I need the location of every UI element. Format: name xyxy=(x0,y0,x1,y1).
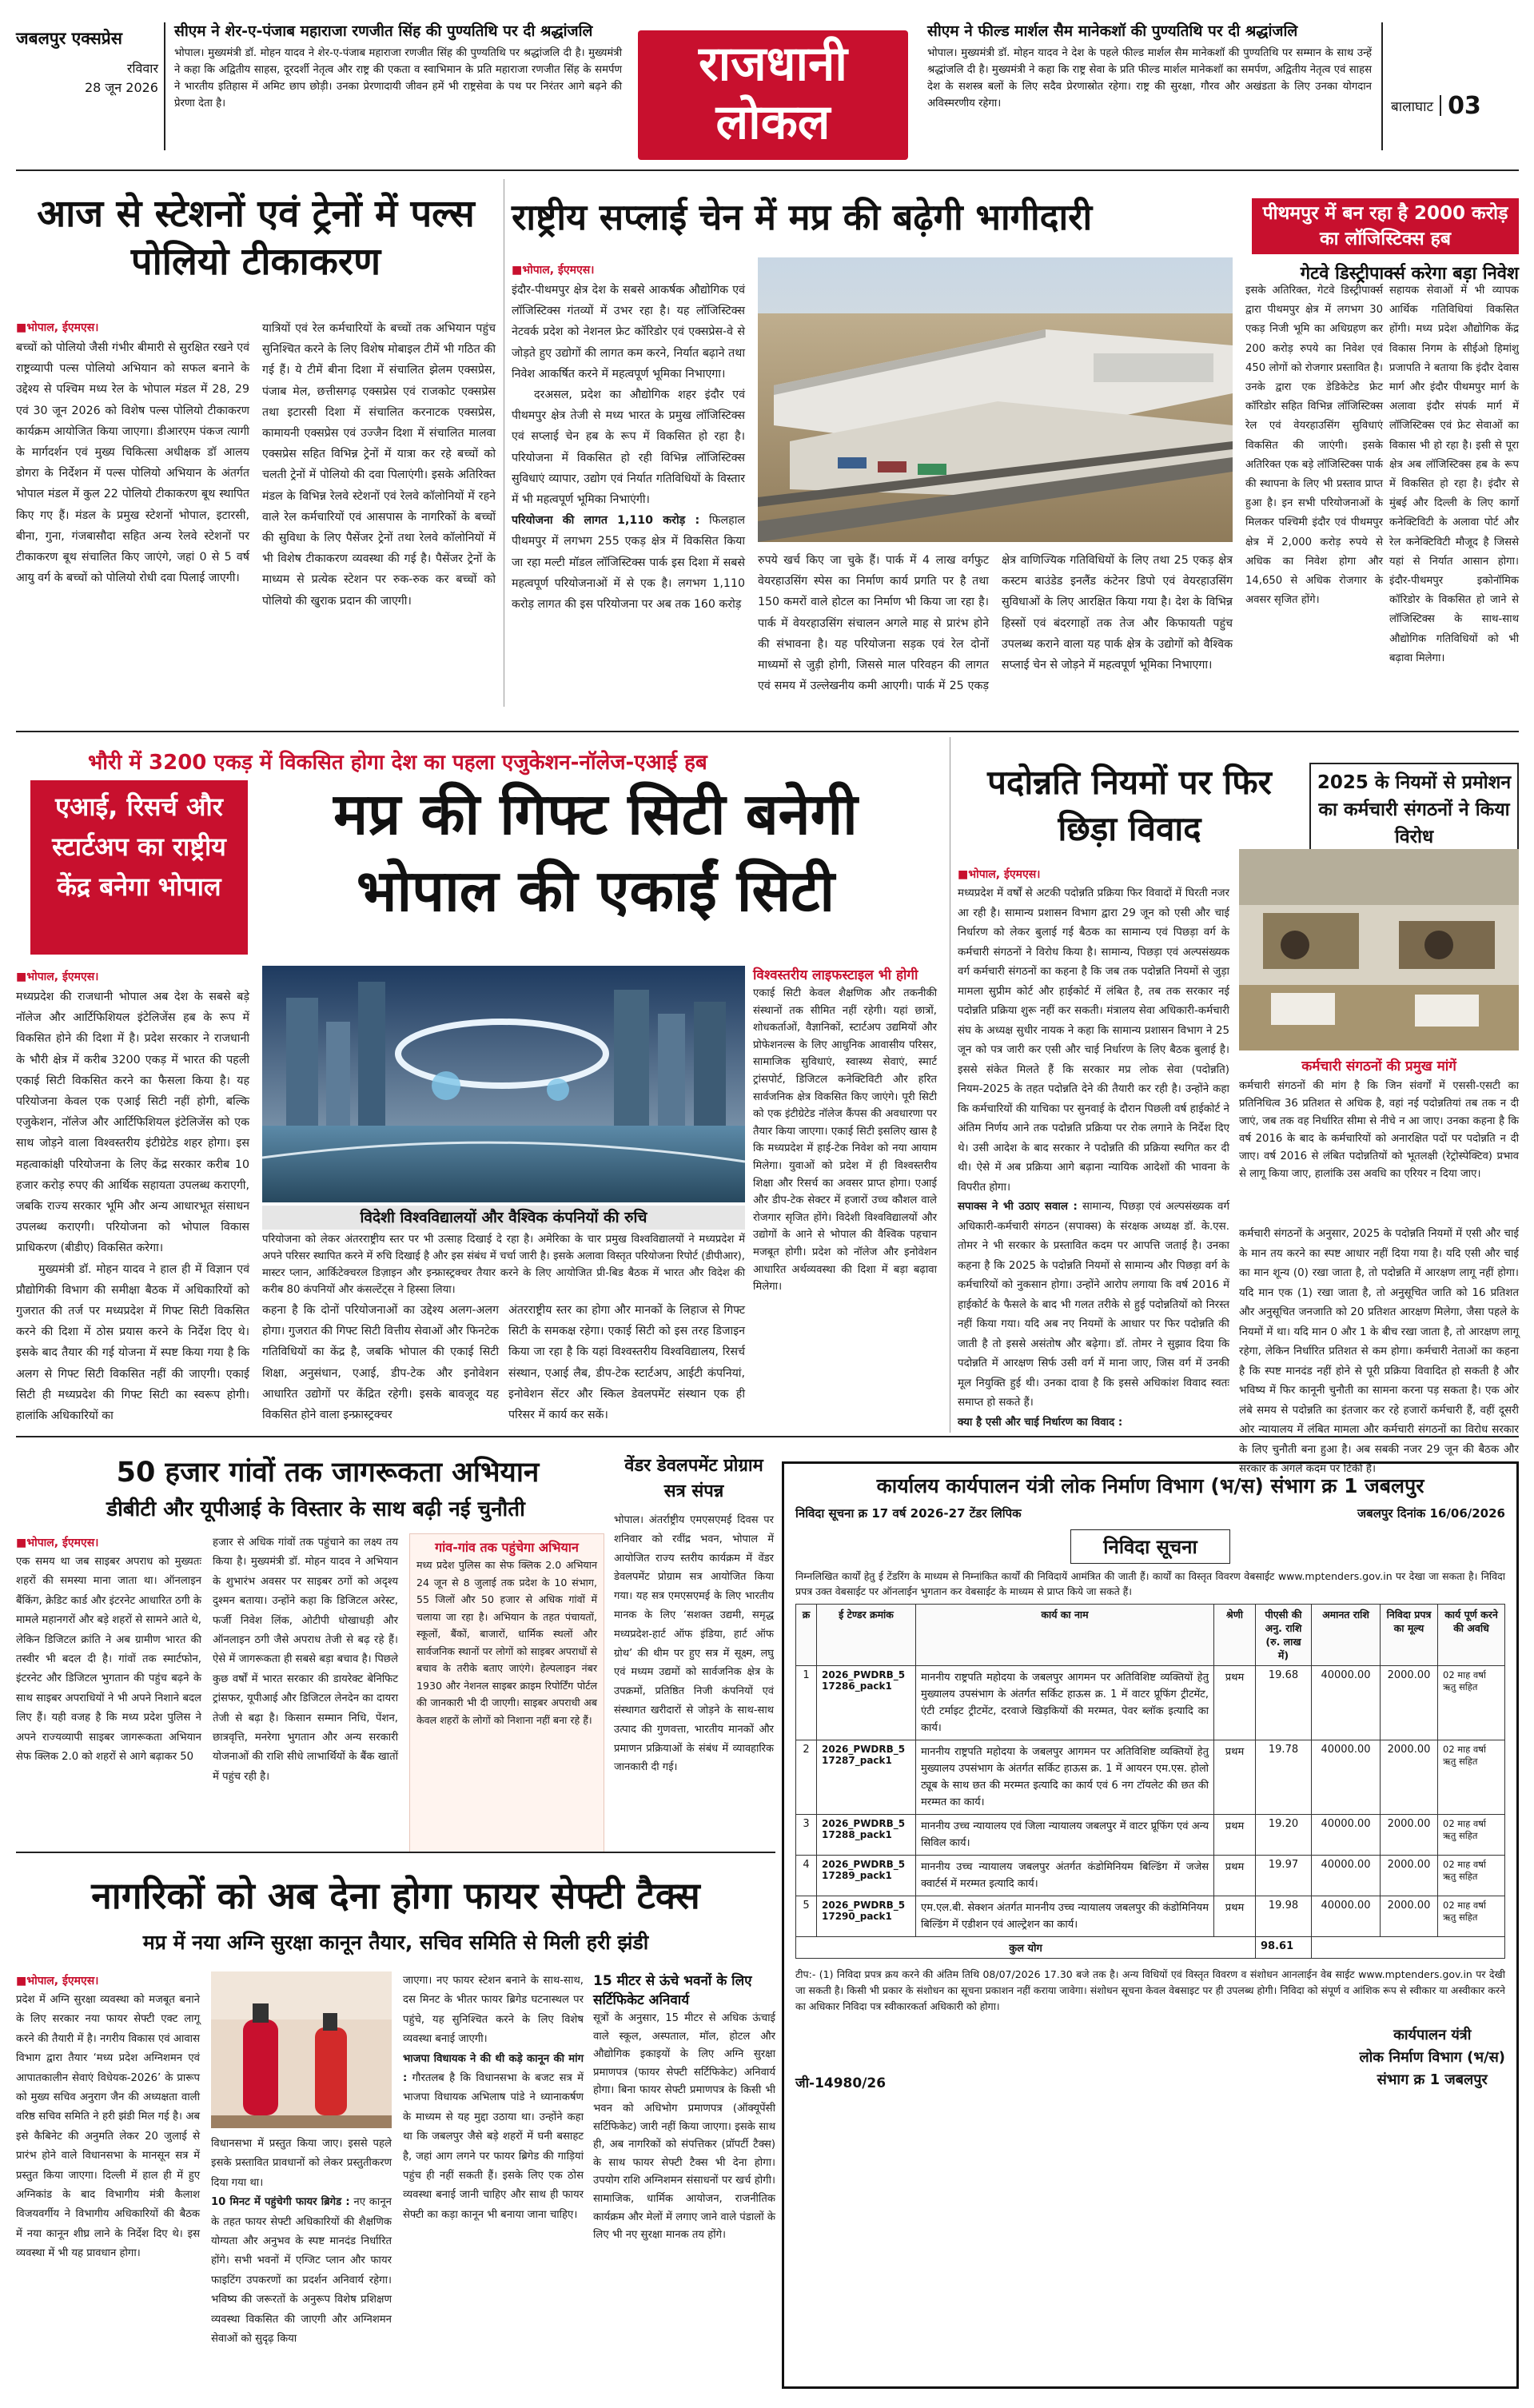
masthead-bottom-rule xyxy=(16,169,1519,171)
supply-text-1c: फिलहाल पीथमपुर में लगभग 255 एकड़ क्षेत्र में विकसित किया जा रहा मल्टी मॉडल लॉजिस्टिक्स पार्क इस दिशा में सबसे महत्वपूर्ण परियोजनाओं में से एक है। लगभग 1,110 करोड़ लागत की इस परियोजना पर अब तक 160 करोड़ xyxy=(512,514,745,612)
promotion-col-2 xyxy=(1239,1225,1519,1480)
tender-cell-category: प्रथम xyxy=(1214,1896,1256,1937)
supply-text-2: रुपये खर्च किए जा चुके हैं। पार्क में 4 लाख वर्गफुट वेयरहाउसिंग स्पेस का निर्माण कार्य प्रगति पर है तथा 150 कमरों वाले होटल का निर्माण भी किया जा रहा है। पार्क में वेयरहाउसिंग संचालन अगले माह से प्रारंभ होने की संभावना है। यह परियोजना सड़क एवं रेल दोनों माध्यमों से जुड़ी होगी, जिससे माल परिवहन की लागत एवं समय में उल्लेखनीय कमी आएगी। पार्क में 25 एकड़ क्षेत्र वाणिज्यिक गतिविधियों के लिए तथा 25 एकड़ क्षेत्र कस्टम बाउंडेड इनलैंड कंटेनर डिपो एवं वेयरहाउसिंग सुविधाओं के लिए आरक्षित किया गया है। देश के विभिन्न हिस्सों एवं बंदरगाहों तक तेज और किफायती पहुंच उपलब्ध कराने वाला यह पार्क क्षेत्र के उद्योगों को वैश्विक सप्लाई चेन से जोड़ने में महत्वपूर्ण भूमिका निभाएगा। xyxy=(758,554,1233,693)
tender-title: कार्यालय कार्यपालन यंत्री लोक निर्माण विभाग (भ/स) संभाग क्र 1 जबलपुर xyxy=(876,1474,1424,1497)
tender-notice-date: जबलपुर दिनांक 16/06/2026 xyxy=(1357,1506,1505,1521)
fire-box-head: 15 मीटर से ऊंचे भवनों के लिए सर्टिफिकेट अनिवार्य xyxy=(593,1973,752,2008)
gift-text-1b: मुख्यमंत्री डॉ. मोहन यादव ने हाल ही में विज्ञान एवं प्रौद्योगिकी विभाग की समीक्षा बैठक में अधिकारियों को गुजरात की तर्ज पर मध्यप्रदेश में गिफ्ट सिटी विकसित करने की दिशा में ठोस प्रयास करने के निर्देश दिए थे। इसके बाद तैयार की गई योजना में स्पष्ट किया गया है कि अलग से गिफ्ट सिटी विकसित नहीं की जाएगी। एकाई सिटी ही मध्यप्रदेश की गिफ्ट सिटी का स्वरूप होगी। हालांकि अधिकारियों का xyxy=(16,1262,249,1423)
tender-cell-category: प्रथम xyxy=(1214,1815,1256,1856)
brief-left xyxy=(174,21,622,157)
page-city: बालाघाट xyxy=(1391,98,1434,115)
polio-text-1: बच्चों को पोलियो जैसी गंभीर बीमारी से सुरक्षित रखने एवं राष्ट्रव्यापी पल्स पोलियो अभियान को सफल बनाने के उद्देश्य से पश्चिम मध्य रेल के भोपाल मंडल में 28, 29 एवं 30 जून 2026 को विशेष पल्स पोलियो टीकाकरण कार्यक्रम आयोजित किया जाएगा। डीआरएम पंकज त्यागी के मार्गदर्शन एवं मुख्य चिकित्सा अधीक्षक डॉ आलय डोगरा के निर्देशन में पल्स पोलियो अभियान के अंतर्गत भोपाल मंडल में कुल 22 पोलियो टीकाकरण बूथ स्थापित किए गए हैं। मंडल के प्रमुख स्टेशनों भोपाल, इटारसी, बीना, गुना, गंजबासौदा सहित अन्य रेलवे स्टेशनों पर टीकाकरण बूथ संचालित किए जाएंगे, जहां 0 से 5 वर्ष आयु वर्ग के बच्चों को पोलियो रोधी दवा पिलाई जाएगी। xyxy=(16,341,249,585)
tender-total-row xyxy=(796,1937,1505,1959)
fire-dateline: ■ भोपाल, ईएमएस। xyxy=(16,1971,200,1991)
tender-col-id: ई टेण्डर क्रमांक xyxy=(817,1605,916,1666)
fire-text-3b: गौरतलब है कि विधानसभा के बजट सत्र में भाजपा विधायक अभिलाष पांडे ने ध्यानाकर्षण के माध्यम से यह मुद्दा उठाया था। उन्होंने कहा था कि जबलपुर जैसे बड़े शहरों में घनी बसाहट है, जहां आग लगने पर फायर ब्रिगेड की गाड़ियां पहुंच ही नहीं सकती हैं। इसके लिए एक ठोस व्यवस्था बनाई जानी चाहिए और साथ ही फायर सेफ्टी का कड़ा कानून भी बनाया जाना चाहिए। xyxy=(403,2072,584,2221)
paper-name: जबलपुर एक्सप्रेस xyxy=(16,29,122,48)
tender-notice-no: निविदा सूचना क्र 17 वर्ष 2026-27 टेंडर लिपिक xyxy=(795,1506,1022,1521)
polio-col-1 xyxy=(16,318,249,588)
vendor-text: भोपाल। अंतर्राष्ट्रीय एमएसएमई दिवस पर शनिवार को रवींद्र भवन, भोपाल में आयोजित राज्य स्तरीय कार्यक्रम में वेंडर डेवलपमेंट प्रोग्राम सत्र आयोजित किया गया। यह सत्र एमएसएमई के लिए भारतीय मानक के लिए ‘सशक्त उद्यमी, समृद्ध मध्यप्रदेश-हार्ट ऑफ इंडिया, हार्ट ऑफ ग्रोथ’ की थीम पर हुए सत्र में सूक्ष्म, लघु एवं मध्यम उद्यमों को सार्वजनिक क्षेत्र के उपक्रमों, प्रतिष्ठित निजी कंपनियों एवं संस्थागत खरीदारों से जोड़ने के साथ-साथ उत्पाद की गुणवत्ता, भारतीय मानकों और प्रमाणन प्रक्रियाओं के संबंध में व्यावहारिक जानकारी दी गई। xyxy=(614,1514,774,1774)
fire-text-2b-wrap xyxy=(211,2193,392,2349)
page-meta xyxy=(1391,90,1527,122)
awareness-text-1: एक समय था जब साइबर अपराध को मुख्यतः शहरों की समस्या माना जाता था। ऑनलाइन बैंकिंग, क्रेडिट कार्ड और इंटरनेट आधारित ठगी के मामले महानगरों और बड़े शहरों से सामने आते थे, लेकिन डिजिटल क्रांति ने अब ग्रामीण भारत की तस्वीर भी बदल दी है। गांवों तक स्मार्टफोन, इंटरनेट और डिजिटल भुगतान की पहुंच बढ़ने के साथ साइबर अपराधियों ने भी अपने निशाने बदल लिए हैं। यही वजह है कि मध्य प्रदेश पुलिस ने अपने राज्यव्यापी साइबर जागरूकता अभियान सेफ क्लिक 2.0 को शहरों से आगे बढ़ाकर 50 xyxy=(16,1556,201,1764)
supply-text-3: इसके अतिरिक्त, गेटवे डिस्ट्रीपार्क्स द्वारा पीथमपुर क्षेत्र में लगभग 30 एकड़ निजी भूमि का अधिग्रहण कर 200 करोड़ रुपये का निवेश एवं 450 लोगों को रोजगार प्रस्तावित है। उनके द्वारा एक डेडिकेटेड फ्रेट कॉरिडोर सहित विभिन्न लॉजिस्टिक्स रेल एवं वेयरहाउसिंग सुविधाएं विकसित की जाएंगी। इसके अतिरिक्त एक बड़े लॉजिस्टिक्स पार्क की स्थापना के लिए भी प्रस्ताव प्राप्त हुआ है। इन सभी परियोजनाओं के मिलकर पश्चिमी इंदौर एवं पीथमपुर क्षेत्र में 2,000 करोड़ रुपये से अधिक का निवेश होगा और 14,650 से अधिक रोजगार के अवसर सृजित होंगे। xyxy=(1245,285,1383,607)
fire-text-1: प्रदेश में अग्नि सुरक्षा व्यवस्था को मजबूत बनाने के लिए सरकार नया फायर सेफ्टी एक्ट लागू करने की तैयारी में है। नगरीय विकास एवं आवास विभाग द्वारा तैयार ‘मध्य प्रदेश अग्निशमन एवं आपातकालीन सेवाएं विधेयक-2026’ के प्रारूप को मुख्य सचिव अनुराग जैन की अध्यक्षता वाली वरिष्ठ सचिव समिति ने हरी झंडी मिल गई है। अब इसे कैबिनेट की अनुमति लेकर 20 जुलाई से प्रारंभ होने वाले विधानसभा के मानसून सत्र में प्रस्तुत किया जाएगा। दिल्ली में हाल ही में हुए अग्निकांड के बाद विभागीय मंत्री कैलाश विजयवर्गीय ने विभागीय अधिकारियों की बैठक में नया कानून शीघ्र लाने के निर्देश दिए थे। इस व्यवस्था में भी यह प्रावधान होगा। xyxy=(16,1994,200,2260)
tender-heading: निविदा सूचना xyxy=(1070,1529,1230,1564)
tender-total-blank xyxy=(1312,1937,1505,1959)
polio-headline: आज से स्टेशनों एवं ट्रेनों में पल्स पोलियो टीकाकरण xyxy=(37,192,475,284)
supply-text-1: इंदौर-पीथमपुर क्षेत्र देश के सबसे आकर्षक औद्योगिक एवं लॉजिस्टिक्स गंतव्यों में उभर रहा है। यह लॉजिस्टिक्स नेटवर्क प्रदेश को नेशनल फ्रेट कॉरिडोर एवं एक्सप्रेस-वे से जोड़ते हुए उद्योगों की लागत कम करने, निर्यात बढ़ाने तथा निवेश आकर्षित करने में महत्वपूर्ण भूमिका निभाएगा। xyxy=(512,284,745,381)
tender-cell-sr: 3 xyxy=(796,1815,817,1856)
tender-cell-amount: 19.97 xyxy=(1256,1856,1312,1896)
awareness-box-head: गांव-गांव तक पहुंचेगा अभियान xyxy=(435,1540,579,1555)
tender-cell-period: 02 माह वर्षा ऋतु सहित xyxy=(1438,1740,1505,1815)
tender-sign-1: कार्यपालन यंत्री xyxy=(1393,2027,1472,2043)
tender-col-amount: पीएसी की अनु. राशि (रु. लाख में) xyxy=(1256,1605,1312,1666)
gift-kicker: भौरी में 3200 एकड़ में विकसित होगा देश का पहला एजुकेशन-नॉलेज-एआई हब xyxy=(88,751,707,775)
gift-box-head: विश्वस्तरीय लाइफस्टाइल भी होगी xyxy=(753,967,918,983)
tender-cell-id: 2026_PWDRB_5 17287_pack1 xyxy=(817,1740,916,1815)
ai-city-illustration xyxy=(262,966,745,1202)
supply-col-4 xyxy=(1389,281,1519,668)
tender-col-fee: निविदा प्रपत्र का मूल्य xyxy=(1381,1605,1438,1666)
polio-col-2 xyxy=(262,318,496,612)
brief-left-title: सीएम ने शेर-ए-पंजाब महाराजा रणजीत सिंह की पुण्यतिथि पर दी श्रद्धांजलि xyxy=(174,22,593,40)
brief-right xyxy=(927,21,1372,157)
tender-cell-amount: 19.78 xyxy=(1256,1740,1312,1815)
tender-ref: जी-14980/26 xyxy=(795,2075,887,2091)
tender-cell-period: 02 माह वर्षा ऋतु सहित xyxy=(1438,1815,1505,1856)
issue-day: रविवार xyxy=(126,61,158,76)
tender-cell-category: प्रथम xyxy=(1214,1740,1256,1815)
promotion-col-1 xyxy=(958,865,1229,1433)
section-title-box xyxy=(638,30,908,160)
gift-text-1: मध्यप्रदेश की राजधानी भोपाल अब देश के सबसे बड़े नॉलेज और आर्टिफिशियल इंटेलिजेंस हब के रूप में विकसित होने की दिशा में है। प्रदेश सरकार ने राजधानी के भौरी क्षेत्र में करीब 3200 एकड़ में भारत की पहली एकाई सिटी विकसित करने का फैसला किया है। यह परियोजना केवल एक एआई सिटी नहीं होगी, बल्कि एजुकेशन, नॉलेज और आर्टिफिशियल इंटेलिजेंस को एक साथ जोड़ने वाला विश्वस्तरीय इंटीग्रेटेड शहर होगा। इस महत्वाकांक्षी परियोजना के लिए केंद्र सरकार करीब 10 हजार करोड़ रुपए की आर्थिक सहायता उपलब्ध कराएगी, जबकि राज्य सरकार भूमि और अन्य आधारभूत संसाधन उपलब्ध कराएगी। परियोजना को भोपाल विकास प्राधिकरण (बीडीए) विकसित करेगा। xyxy=(16,991,249,1255)
tender-col-category: श्रेणी xyxy=(1214,1605,1256,1666)
fire-text-2: विधानसभा में प्रस्तुत किया जाए। इससे पहले इसके प्रस्तावित प्रावधानों को लेकर प्रस्तुतीकरण दिया गया था। xyxy=(211,2138,392,2189)
gift-col-3 xyxy=(508,1300,745,1425)
tender-cell-emd: 40000.00 xyxy=(1312,1666,1381,1740)
supply-col-2 xyxy=(758,550,1233,696)
awareness-dateline: ■ भोपाल, ईएमएस। xyxy=(16,1533,201,1553)
tender-row xyxy=(796,1896,1505,1937)
tender-cell-fee: 2000.00 xyxy=(1381,1740,1438,1815)
gift-box-text: एकाई सिटी केवल शैक्षणिक और तकनीकी संस्थानों तक सीमित नहीं रहेगी। यहां छात्रों, शोधकर्ताओं, वैज्ञानिकों, स्टार्टअप उद्यमियों और प्रोफेशनल्स के लिए आधुनिक आवासीय परिसर, सामाजिक सुविधाएं, स्वास्थ्य सेवाएं, स्मार्ट ट्रांसपोर्ट, डिजिटल कनेक्टिविटी और हरित सार्वजनिक क्षेत्र विकसित किए जाएंगे। पूरी सिटी को एक इंटीग्रेटेड नॉलेज कैंपस की अवधारणा पर तैयार किया जाएगा। एकाई सिटी इसलिए खास है कि मध्यप्रदेश में हाई-टेक निवेश को नया आयाम मिलेगा। युवाओं को प्रदेश में ही विश्वस्तरीय शिक्षा और रिसर्च का अवसर प्राप्त होगा। एआई और डीप-टेक सेक्टर में हजारों उच्च कौशल वाले रोजगार सृजित होंगे। विदेशी विश्वविद्यालयों और उद्योगों के आने से भोपाल की वैश्विक पहचान मजबूत होगी। प्रदेश को नॉलेज और इनोवेशन आधारित अर्थव्यवस्था की दिशा में बड़ा बढ़ावा मिलेगा। xyxy=(753,987,937,1294)
tender-cell-work: माननीय उच्च न्यायालय एवं जिला न्यायालय जबलपुर में वाटर प्रूफिंग एवं अन्य सिविल कार्य। xyxy=(916,1815,1214,1856)
tender-cell-emd: 40000.00 xyxy=(1312,1740,1381,1815)
page-separator xyxy=(1440,95,1441,116)
tender-cell-period: 02 माह वर्षा ऋतु सहित xyxy=(1438,1856,1505,1896)
tender-total-label: कुल योग xyxy=(796,1937,1256,1959)
tender-notice xyxy=(782,1461,1519,2389)
gift-headline-2: भोपाल की एकाईं सिटी xyxy=(356,857,835,924)
supply-col-3 xyxy=(1245,281,1383,610)
tender-cell-work: माननीय उच्च न्यायालय जबलपुर अंतर्गत कंडोमिनियम बिल्डिंग में जजेस क्वार्टर्स में मरम्मत इत्यादि कार्य। xyxy=(916,1856,1214,1896)
gift-text-3: अंतरराष्ट्रीय स्तर का होगा और मानकों के लिहाज से गिफ्ट सिटी के समकक्ष रहेगा। एकाई सिटी को इस तरह डिजाइन किया जा रहा है कि यहां विश्वस्तरीय विश्वविद्यालय, रिसर्च संस्थान, एआई लैब, डीप-टेक स्टार्टअप, आईटी कंपनियां, इनोवेशन सेंटर और स्किल डेवलपमेंट संस्थान एक ही परिसर में कार्य कर सकें। xyxy=(508,1304,745,1422)
tender-cell-id: 2026_PWDRB_5 17289_pack1 xyxy=(817,1856,916,1896)
promotion-kya-label: क्या है एसी और चाई निर्धारण का विवाद : xyxy=(958,1416,1123,1429)
logistics-park-illustration xyxy=(758,257,1233,542)
promotion-demand-box xyxy=(1239,1055,1519,1183)
tender-cell-work: माननीय राष्ट्रपति महोदया के जबलपुर आगमन पर अतिविशिष्ट व्यक्तियों हेतु मुख्यालय उपसंभाग के अंतर्गत सर्किट हाऊस क्र. 1 में वाटर प्रूफिंग ट्रीटमेंट, एंटी टर्माइट ट्रीटमेंट, दरवाजे खिड़कियों की मरम्मत, पेवर ब्लॉक इत्यादि का कार्य। xyxy=(916,1666,1214,1740)
office-illustration xyxy=(1239,849,1519,1051)
tender-cell-fee: 2000.00 xyxy=(1381,1815,1438,1856)
tender-cell-emd: 40000.00 xyxy=(1312,1896,1381,1937)
story-vendor xyxy=(614,1439,774,1855)
tender-footer xyxy=(795,2024,1505,2091)
promotion-text-1b: सामान्य, पिछड़ा एवं अल्पसंख्यक वर्ग अधिकारी-कर्मचारी संगठन (सपाक्स) के संरक्षक अध्यक्ष डॉ. के.एस. तोमर ने भी सरकार के प्रस्तावित कदम पर आपत्ति जताई है। उनका कहना है कि 2025 के पदोन्नति नियमों से सामान्य और पिछड़ा वर्ग के कर्मचारियों को नुकसान होगा। उन्होंने आरोप लगाया कि वर्ष 2016 में हाईकोर्ट के फैसले के बाद भी गलत तरीके से हुई पदोन्नतियों को निरस्त नहीं किया गया। यदि अब नए नियमों के आधार पर फिर पदोन्नति की जाती है तो इससे असंतोष और बढ़ेगा। डॉ. तोमर ने सुझाव दिया कि पदोन्नति में आरक्षण सिर्फ उसी वर्ग में माना जाए, जिस वर्ग में उनकी मूल नियुक्ति हुई थी। उनका दावा है कि इससे अधिकांश विवाद स्वतः समाप्त हो सकते हैं। xyxy=(958,1201,1230,1409)
tender-cell-id: 2026_PWDRB_5 17288_pack1 xyxy=(817,1815,916,1856)
tender-cell-period: 02 माह वर्षा ऋतु सहित xyxy=(1438,1666,1505,1740)
tender-table xyxy=(795,1604,1505,1959)
masthead-divider-left xyxy=(164,22,165,150)
tender-cell-sr: 2 xyxy=(796,1740,817,1815)
supply-text-4: सहायक सेवाओं में भी व्यापक आर्थिक गतिविधियां विकसित होंगी। मध्य प्रदेश औद्योगिक केंद्र विकास निगम के सीईओ हिमांशु प्रजापति ने बताया कि इंदौर देवास मार्ग और इंदौर पीथमपुर मार्ग के अलावा इंदौर संपर्क मार्ग में लॉजिस्टिक्स एवं फ्रेट सेवाओं का विकास भी हो रहा है। इसी से पूरा क्षेत्र अब लॉजिस्टिक्स हब के रूप में विकसित हो रहा है। इंदौर से मुंबई और दिल्ली के लिए कार्गो कनेक्टिविटी के अलावा पोर्ट और रेल कनेक्टिविटी मौजूद है जिससे यहां से निर्यात आसान होगा। इंदौर-पीथमपुर इकोनॉमिक कॉरिडोर के विकसित हो जाने से लॉजिस्टिक्स के साथ-साथ औद्योगिक गतिविधियों को भी बढ़ावा मिलेगा। xyxy=(1389,285,1519,664)
tender-row xyxy=(796,1815,1505,1856)
tender-cell-amount: 19.68 xyxy=(1256,1666,1312,1740)
supply-cost-label: परियोजना की लागत 1,110 करोड़ : xyxy=(512,514,700,528)
rule-fire xyxy=(16,1852,775,1853)
tender-meta-row xyxy=(795,1505,1505,1521)
gift-text-2: कहना है कि दोनों परियोजनाओं का उद्देश्य अलग-अलग होगा। गुजरात की गिफ्ट सिटी वित्तीय सेवाओं और फिनटेक गतिविधियों का केंद्र है, जबकि भोपाल की एकाई सिटी शिक्षा, अनुसंधान, एआई, डीप-टेक और इनोवेशन आधारित उद्योगों पर केंद्रित रहेगी। इसके बावजूद यह विकसित होने वाला इन्फ्रास्ट्रक्चर xyxy=(262,1304,499,1422)
tender-sign-2: लोक निर्माण विभाग (भ/स) xyxy=(1359,2049,1505,2066)
fire-text-3b-wrap xyxy=(403,2050,584,2226)
rule-row3 xyxy=(16,1436,1519,1437)
fire-box-text: सूत्रों के अनुसार, 15 मीटर से अधिक ऊंचाई वाले स्कूल, अस्पताल, मॉल, होटल और औद्योगिक इकाइयों के लिए अग्नि सुरक्षा प्रमाणपत्र (फायर सेफ्टी सर्टिफिकेट) अनिवार्य होगा। बिना फायर सेफ्टी प्रमाणपत्र के किसी भी भवन को अधिभोग प्रमाणपत्र (ऑक्यूपेंसी सर्टिफिकेट) जारी नहीं किया जाएगा। इसके साथ ही, अब नागरिकों को संपत्तिकर (प्रॉपर्टी टैक्स) के साथ फायर सेफ्टी टैक्स भी देना होगा। उपयोग राशि अग्निशमन संसाधनों पर खर्च होगी। सामाजिक, धार्मिक आयोजन, राजनीतिक कार्यक्रम और मेलों में लगाए जाने वाले पंडालों के लिए भी नए सुरक्षा मानक तय होंगे। xyxy=(593,2012,775,2242)
fire-subhead: मप्र में नया अग्नि सुरक्षा कानून तैयार, सचिव समिति से मिली हरी झंडी xyxy=(142,1931,649,1954)
tender-body xyxy=(796,1666,1505,1937)
promotion-demand-title: कर्मचारी संगठनों की प्रमुख मांगें xyxy=(1239,1055,1519,1078)
fire-sub-3: भाजपा विधायक ने की थी कड़े कानून की मांग : xyxy=(403,2052,584,2085)
tender-cell-category: प्रथम xyxy=(1214,1856,1256,1896)
promotion-demand-text: कर्मचारी संगठनों की मांग है कि जिन संवर्गों में एससी-एसटी का प्रतिनिधित्व 36 प्रतिशत से अधिक है, वहां नई पदोन्नतियां तब तक न दी जाएं, जब तक वह निर्धारित सीमा से नीचे न आ जाए। उनका कहना है कि वर्ष 2016 के बाद के कर्मचारियों को अनारक्षित पदों पर पदोन्नति न दी जाए। वर्ष 2016 से लंबित पदोन्नतियों को भूतलक्षी (रेट्रोस्पेक्टिव) प्रभाव से लागू किया जाए, हालांकि उस अवधि का एरियर न दिया जाए। xyxy=(1239,1080,1519,1180)
gift-side-head: एआई, रिसर्च और स्टार्टअप का राष्ट्रीय केंद्र बनेगा भोपाल xyxy=(30,780,248,955)
tender-intro: निम्नलिखित कार्यों हेतु ई टेंडरिंग के माध्यम से निम्नांकित कार्यों की निविदायें आमंत्रित की जाती हैं। कार्यों का विस्तृत विवरण वेबसाईट www.mptenders.gov.in पर देखा जा सकता है। निविदा प्रपत्र उक्त वेबसाईट पर ऑनलाईन भुगतान कर वेबसाईट के माध्यम से प्राप्त किये जा सकते हैं। xyxy=(795,1570,1505,1597)
supply-kicker: पीथमपुर में बन रहा है 2000 करोड़ का लॉजिस्टिक्स हब xyxy=(1252,198,1519,254)
tender-cell-id: 2026_PWDRB_5 17286_pack1 xyxy=(817,1666,916,1740)
fire-text-2b: नए कानून के तहत फायर सेफ्टी अधिकारियों की शैक्षणिक योग्यता और अनुभव के स्पष्ट मानदंड निर्धारित होंगे। सभी भवनों में एग्जिट प्लान और फायर फाइटिंग उपकरणों का प्रदर्शन अनिवार्य रहेगा। भविष्य की जरूरतों के अनुरूप विशेष प्रशिक्षण व्यवस्था विकसित की जाएगी और अग्निशमन सेवाओं को सुदृढ़ किया xyxy=(211,2196,392,2346)
tender-col-period: कार्य पूर्ण करने की अवधि xyxy=(1438,1605,1505,1666)
paper-name-block xyxy=(16,27,158,147)
tender-col-work: कार्य का नाम xyxy=(916,1605,1214,1666)
story-awareness xyxy=(16,1439,608,1855)
tender-row xyxy=(796,1856,1505,1896)
issue-date: 28 जून 2026 xyxy=(84,80,158,95)
tender-sign-3: संभाग क्र 1 जबलपुर xyxy=(1377,2071,1488,2088)
fire-headline: नागरिकों को अब देना होगा फायर सेफ्टी टैक्स xyxy=(91,1874,700,1917)
gift-lifestyle-box xyxy=(753,966,937,1294)
tender-cell-work: एम.एल.बी. सेक्शन अंतर्गत माननीय उच्च न्यायालय जबलपुर की कंडोमिनियम बिल्डिंग में एडीशन एवं आल्ट्रेशन का कार्य। xyxy=(916,1896,1214,1937)
polio-text-2: यात्रियों एवं रेल कर्मचारियों के बच्चों तक अभियान पहुंच सुनिश्चित करने के लिए विशेष मोबाइल टीमें भी गठित की गई हैं। ये टीमें बीना दिशा में संचालित झेलम एक्सप्रेस, पंजाब मेल, छत्तीसगढ़ एक्सप्रेस एवं राजकोट एक्सप्रेस तथा इटारसी दिशा में संचालित करनाटक एक्सप्रेस, कामायनी एक्सप्रेस एवं उज्जैन दिशा में संचालित मालवा एक्सप्रेस सहित विभिन्न ट्रेनों में यात्रा कर रहे बच्चों को चलती ट्रेनों में पोलियो की दवा पिलाएंगी। इसके अतिरिक्त मंडल के विभिन्न रेलवे स्टेशनों एवं रेलवे कॉलोनियों में रहने वाले रेल कर्मचारियों एवं आसपास के नागरिकों के बच्चों की सुविधा के लिए पैसेंजर ट्रेनों तथा रेलवे कॉलोनियों में भी विशेष टीकाकरण व्यवस्था की गई है। पैसेंजर ट्रेनों के माध्यम से प्रत्येक स्टेशन पर रुक-रुक कर बच्चों को पोलियो की खुराक प्रदान की जाएगी। xyxy=(262,322,496,608)
logistics-park-photo xyxy=(758,257,1233,542)
gift-col-1 xyxy=(16,967,249,1426)
tender-header-row xyxy=(796,1605,1505,1666)
supply-dateline: ■ भोपाल, ईएमएस। xyxy=(512,261,745,280)
tender-cell-id: 2026_PWDRB_5 17290_pack1 xyxy=(817,1896,916,1937)
awareness-box xyxy=(409,1533,604,1853)
tender-col-emd: अमानत राशि xyxy=(1312,1605,1381,1666)
tender-row xyxy=(796,1666,1505,1740)
fire-extinguisher-illustration xyxy=(211,1971,392,2128)
promotion-text-2: कर्मचारी संगठनों के अनुसार, 2025 के पदोन्नति नियमों में एसी और चाई के मान तय करने का स्पष्ट आधार नहीं दिया गया है। यदि एसी और चाई का मान शून्य (0) रखा जाता है, तो पदोन्नति में आरक्षण लागू नहीं होगा। यदि मान एक (1) रखा जाता है, तो अनुसूचित जाति को 16 प्रतिशत और अनुसूचित जनजाति को 20 प्रतिशत आरक्षण मिलेगा, जैसा पहले के नियमों में था। यदि मान 0 और 1 के बीच रखा जाता है, तो आरक्षण लागू रहेगा, लेकिन निर्धारित प्रतिशत से कम होगा। कर्मचारी नेताओं का कहना है कि स्पष्ट मानदंड नहीं होने से पूरी प्रक्रिया विवादित हो सकती है और भविष्य में फिर कानूनी चुनौती का सामना करना पड़ सकता है। एक ओर लंबे समय से पदोन्नति का इंतजार कर रहे हजारों कर्मचारी हैं, वहीं दूसरी ओर न्यायालय में लंबित मामला और कर्मचारी संगठनों का विरोध सरकार के लिए चुनौती बना हुआ है। अब सबकी नजर 29 जून की बैठक और सरकार के अगले कदम पर टिकी है। xyxy=(1239,1228,1519,1475)
fire-certificate-box xyxy=(593,1971,775,2245)
promotion-text-1: मध्यप्रदेश में वर्षों से अटकी पदोन्नति प्रक्रिया फिर विवादों में घिरती नजर आ रही है। सामान्य प्रशासन विभाग द्वारा 29 जून को एसी और चाई निर्धारण को लेकर बुलाई गई बैठक का सामान्य एवं पिछड़ा वर्ग के कर्मचारी संगठनों ने विरोध किया है। सामान्य, पिछड़ा एवं अल्पसंख्यक वर्ग कर्मचारी संगठनों का कहना है कि जब तक पदोन्नति नियमों से जुड़ा मामला सुप्रीम कोर्ट और हाईकोर्ट में लंबित है, तब तक सरकार नई पदोन्नति प्रक्रिया शुरू नहीं कर सकती। मंत्रालय सेवा अधिकारी-कर्मचारी संघ के अध्यक्ष सुधीर नायक ने कहा कि सामान्य प्रशासन विभाग ने 25 जून को पत्र जारी कर एसी और चाई निर्धारण के लिए बैठक बुलाई है। इससे संकेत मिलते हैं कि सरकार मप्र लोक सेवा (पदोन्नति) नियम-2025 के तहत पदोन्नति देने की तैयारी कर रही है। उन्होंने कहा कि कर्मचारियों की याचिका पर सुनवाई के दौरान पिछली वर्ष हाईकोर्ट ने अंतिम निर्णय आने तक पदोन्नति प्रक्रिया पर रोक लगाने के निर्देश दिए थे। उसी आदेश के बाद सरकार ने पदोन्नति की प्रक्रिया स्थगित कर दी थी। ऐसे में अब प्रक्रिया आगे बढ़ाना न्यायिक आदेशों की भावना के विपरीत होगा। xyxy=(958,887,1229,1194)
office-photo xyxy=(1239,849,1519,1051)
awareness-subhead: डीबीटी और यूपीआई के विस्तार के साथ बढ़ी नई चुनौती xyxy=(106,1497,525,1521)
tender-cell-sr: 5 xyxy=(796,1896,817,1937)
tender-cell-amount: 19.98 xyxy=(1256,1896,1312,1937)
supply-headline: राष्ट्रीय सप्लाई चेन में मप्र की बढ़ेगी भागीदारी xyxy=(512,196,1093,238)
story-polio xyxy=(16,177,496,729)
section-title-line2: लोकल xyxy=(715,94,831,150)
supply-text-1c-wrap xyxy=(512,510,745,615)
tender-cell-fee: 2000.00 xyxy=(1381,1896,1438,1937)
ai-city-photo xyxy=(262,966,745,1202)
gift-col-2 xyxy=(262,1300,499,1425)
awareness-col-1 xyxy=(16,1533,201,1767)
page-number: 03 xyxy=(1448,91,1481,120)
fire-sub-2: 10 मिनट में पहुंचेगी फायर ब्रिगेड : xyxy=(211,2196,350,2209)
tender-cell-fee: 2000.00 xyxy=(1381,1666,1438,1740)
story-supply xyxy=(512,177,1519,729)
tender-cell-sr: 4 xyxy=(796,1856,817,1896)
section-title-line1: राजधानी xyxy=(699,36,847,92)
promotion-dateline: ■ भोपाल, ईएमएस। xyxy=(958,865,1229,884)
tender-cell-amount: 19.20 xyxy=(1256,1815,1312,1856)
tender-row xyxy=(796,1740,1505,1815)
gift-caption-text: परियोजना को लेकर अंतरराष्ट्रीय स्तर पर भी उत्साह दिखाई दे रहा है। अमेरिका के चार प्रमुख विश्वविद्यालयों ने मध्यप्रदेश में अपने परिसर स्थापित करने में रुचि दिखाई है और इस संबंध में चर्चा जारी है। इसके अलावा विस्तृत परियोजना रिपोर्ट (डीपीआर), मास्टर प्लान, आर्किटेक्चरल डिज़ाइन और इन्फ्रास्ट्रक्चर तैयार करने के लिए आयोजित प्री-बिड बैठक में भारत और विदेश की करीब 80 कंपनियों और कंसल्टेंट्स ने हिस्सा लिया। xyxy=(262,1234,745,1296)
awareness-col-2 xyxy=(213,1533,398,1787)
story-fire xyxy=(16,1855,775,2398)
fire-col-3 xyxy=(403,1971,584,2225)
tender-total-value: 98.61 xyxy=(1256,1937,1312,1959)
gift-headline-1: मप्र की गिफ्ट सिटी बनेगी xyxy=(333,780,858,847)
brief-right-text: भोपाल। मुख्यमंत्री डॉ. मोहन यादव ने देश के पहले फील्ड मार्शल सैम मानेकशॉ की पुण्यतिथि पर सम्मान के साथ उन्हें श्रद्धांजलि दी है। मुख्यमंत्री ने कहा कि राष्ट्र सेवा के प्रति फील्ड मार्शल मानेकशॉ का समर्पण, अद्वितीय नेतृत्व एवं साहस देश के सशस्त्र बलों के लिए सदैव प्रेरणास्रोत रहेगा। राष्ट्र की सुरक्षा, गौरव और अखंडता के लिए उनका योगदान अविस्मरणीय रहेगा। xyxy=(927,47,1372,110)
gift-dateline: ■ भोपाल, ईएमएस। xyxy=(16,967,249,987)
tender-cell-emd: 40000.00 xyxy=(1312,1815,1381,1856)
promotion-text-1b-wrap xyxy=(958,1198,1229,1413)
tender-cell-emd: 40000.00 xyxy=(1312,1856,1381,1896)
masthead xyxy=(0,0,1534,169)
awareness-headline: 50 हजार गांवों तक जागरूकता अभियान xyxy=(116,1457,540,1489)
masthead-divider-right xyxy=(1381,22,1383,150)
supply-text-1b: दरअसल, प्रदेश का औद्योगिक शहर इंदौर एवं पीथमपुर क्षेत्र तेजी से मध्य भारत के प्रमुख लॉजिस्टिक्स एवं सप्लाई चेन हब के रूप में विकसित हो रहा है। परियोजना में विकसित हो रही विभिन्न लॉजिस्टिक्स सुविधाएं व्यापार, उद्योग एवं निर्यात गतिविधियों के विस्तार में भी महत्वपूर्ण भूमिका निभाएंगी। xyxy=(512,389,745,507)
fire-text-3: जाएगा। नए फायर स्टेशन बनाने के साथ-साथ, दस मिनट के भीतर फायर ब्रिगेड घटनास्थल पर पहुंचे, यह सुनिश्चित करने के लिए विशेष व्यवस्था बनाई जाएगी। xyxy=(403,1975,584,2046)
supply-col-1 xyxy=(512,261,745,615)
tender-note: टीप:- (1) निविदा प्रपत्र क्रय करने की अंतिम तिथि 08/07/2026 17.30 बजे तक है। अन्य विधियों एवं विस्तृत विवरण व संशोधन आनलाईन वेब साईट www.mptenders.gov.in पर देखी जा सकती है। किसी भी प्रकार के संशोधन का सूचना प्रकाशन नहीं कराया जावेगा। संशोधन सूचना केवल वेबसाइट पर ही उपलब्ध होगी। निविदा को संपूर्ण व आंशिक रूप से स्वीकार या अस्वीकार करने का अधिकार निविदा पत्र स्वीकारकर्ता अधिकारी को होगा। xyxy=(795,1968,1505,2012)
tender-cell-category: प्रथम xyxy=(1214,1666,1256,1740)
fire-col-2 xyxy=(211,2135,392,2349)
polio-dateline: ■ भोपाल, ईएमएस। xyxy=(16,318,249,337)
supply-subhead: गेटवे डिस्ट्रीपार्क्स करेगा बड़ा निवेश xyxy=(1300,264,1519,284)
tender-cell-sr: 1 xyxy=(796,1666,817,1740)
tender-cell-period: 02 माह वर्षा ऋतु सहित xyxy=(1438,1896,1505,1937)
story-promotion xyxy=(958,736,1519,1475)
fire-photo xyxy=(211,1971,392,2128)
rule-row2 xyxy=(16,731,1519,732)
brief-right-title: सीएम ने फील्ड मार्शल सैम मानेकशॉ की पुण्यतिथि पर दी श्रद्धांजलि xyxy=(927,22,1298,40)
brief-left-text: भोपाल। मुख्यमंत्री डॉ. मोहन यादव ने शेर-ए-पंजाब महाराजा रणजीत सिंह की पुण्यतिथि पर श्रद्धांजलि दी है। मुख्यमंत्री ने कहा कि अद्वितीय साहस, दूरदर्शी नेतृत्व और राष्ट्र की एकता व स्वाभिमान के प्रति महाराजा रणजीत सिंह के समर्पण ने भारतीय इतिहास में अमिट छाप छोड़ी। उनका प्रेरणादायी जीवन हमें भी राष्ट्रसेवा के पथ पर निरंतर आगे बढ़ने की प्रेरणा देता है। xyxy=(174,47,622,110)
tender-cell-fee: 2000.00 xyxy=(1381,1856,1438,1896)
vendor-headline: वेंडर डेवलपमेंट प्रोग्राम सत्र संपन्न xyxy=(624,1456,763,1501)
gift-photo-caption: विदेशी विश्वविद्यालयों और वैश्विक कंपनियों की रुचि xyxy=(262,1206,745,1230)
awareness-box-text: मध्य प्रदेश पुलिस का सेफ क्लिक 2.0 अभियान 24 जून से 8 जुलाई तक प्रदेश के 10 संभाग, 55 जिलों और 50 हजार से अधिक गांवों में चलाया जा रहा है। अभियान के तहत पंचायतों, स्कूलों, बैंकों, बाजारों, धार्मिक स्थलों और सार्वजनिक स्थानों पर लोगों को साइबर अपराधों से बचाव के तरीके बताए जाएंगे। हेल्पलाइन नंबर 1930 और नेशनल साइबर क्राइम रिपोर्टिंग पोर्टल की जानकारी भी दी जाएगी। साइबर अपराधी अब केवल शहरों के लोगों को निशाना नहीं बना रहे हैं। xyxy=(416,1559,597,1726)
awareness-text-2: हजार से अधिक गांवों तक पहुंचाने का लक्ष्य तय किया है। मुख्यमंत्री डॉ. मोहन यादव ने अभियान के शुभारंभ अवसर पर साइबर ठगों को अदृश्य दुश्मन बताया। उन्होंने कहा कि डिजिटल अरेस्ट, फर्जी निवेश लिंक, ओटीपी धोखाधड़ी और ऑनलाइन ठगी जैसे अपराध तेजी से बढ़ रहे हैं। ऐसे में जागरूकता ही सबसे बड़ा बचाव है। पिछले कुछ वर्षों में भारत सरकार की डायरेक्ट बेनिफिट ट्रांसफर, यूपीआई और डिजिटल लेनदेन का दायरा तेजी से बढ़ा है। किसान सम्मान निधि, पेंशन, छात्रवृत्ति, मनरेगा भुगतान और अन्य सरकारी योजनाओं की राशि सीधे लाभार्थियों के बैंक खातों में पहुंच रही है। xyxy=(213,1537,398,1783)
tender-col-sr: क्र xyxy=(796,1605,817,1666)
tender-cell-work: माननीय राष्ट्रपति महोदया के जबलपुर आगमन पर अतिविशिष्ट व्यक्तियों हेतु मुख्यालय उपसंभाग के अंतर्गत सर्किट हाऊस क्र. 1 में आयरन एम.एस. होलो ट्यूब के साथ छत की मरम्मत इत्यादि का कार्य एवं 6 नग टॉयलेट की छत की मरम्मत का कार्य। xyxy=(916,1740,1214,1815)
promotion-headline: पदोन्नति नियमों पर फिर छिड़ा विवाद xyxy=(987,763,1272,848)
promotion-side-head: 2025 के नियमों से प्रमोशन का कर्मचारी संगठनों ने किया विरोध xyxy=(1309,763,1519,857)
fire-col-1 xyxy=(16,1971,200,2264)
tender-signature xyxy=(1359,2024,1505,2091)
promotion-sapaks-label: सपाक्स ने भी उठाए सवाल : xyxy=(958,1201,1078,1213)
